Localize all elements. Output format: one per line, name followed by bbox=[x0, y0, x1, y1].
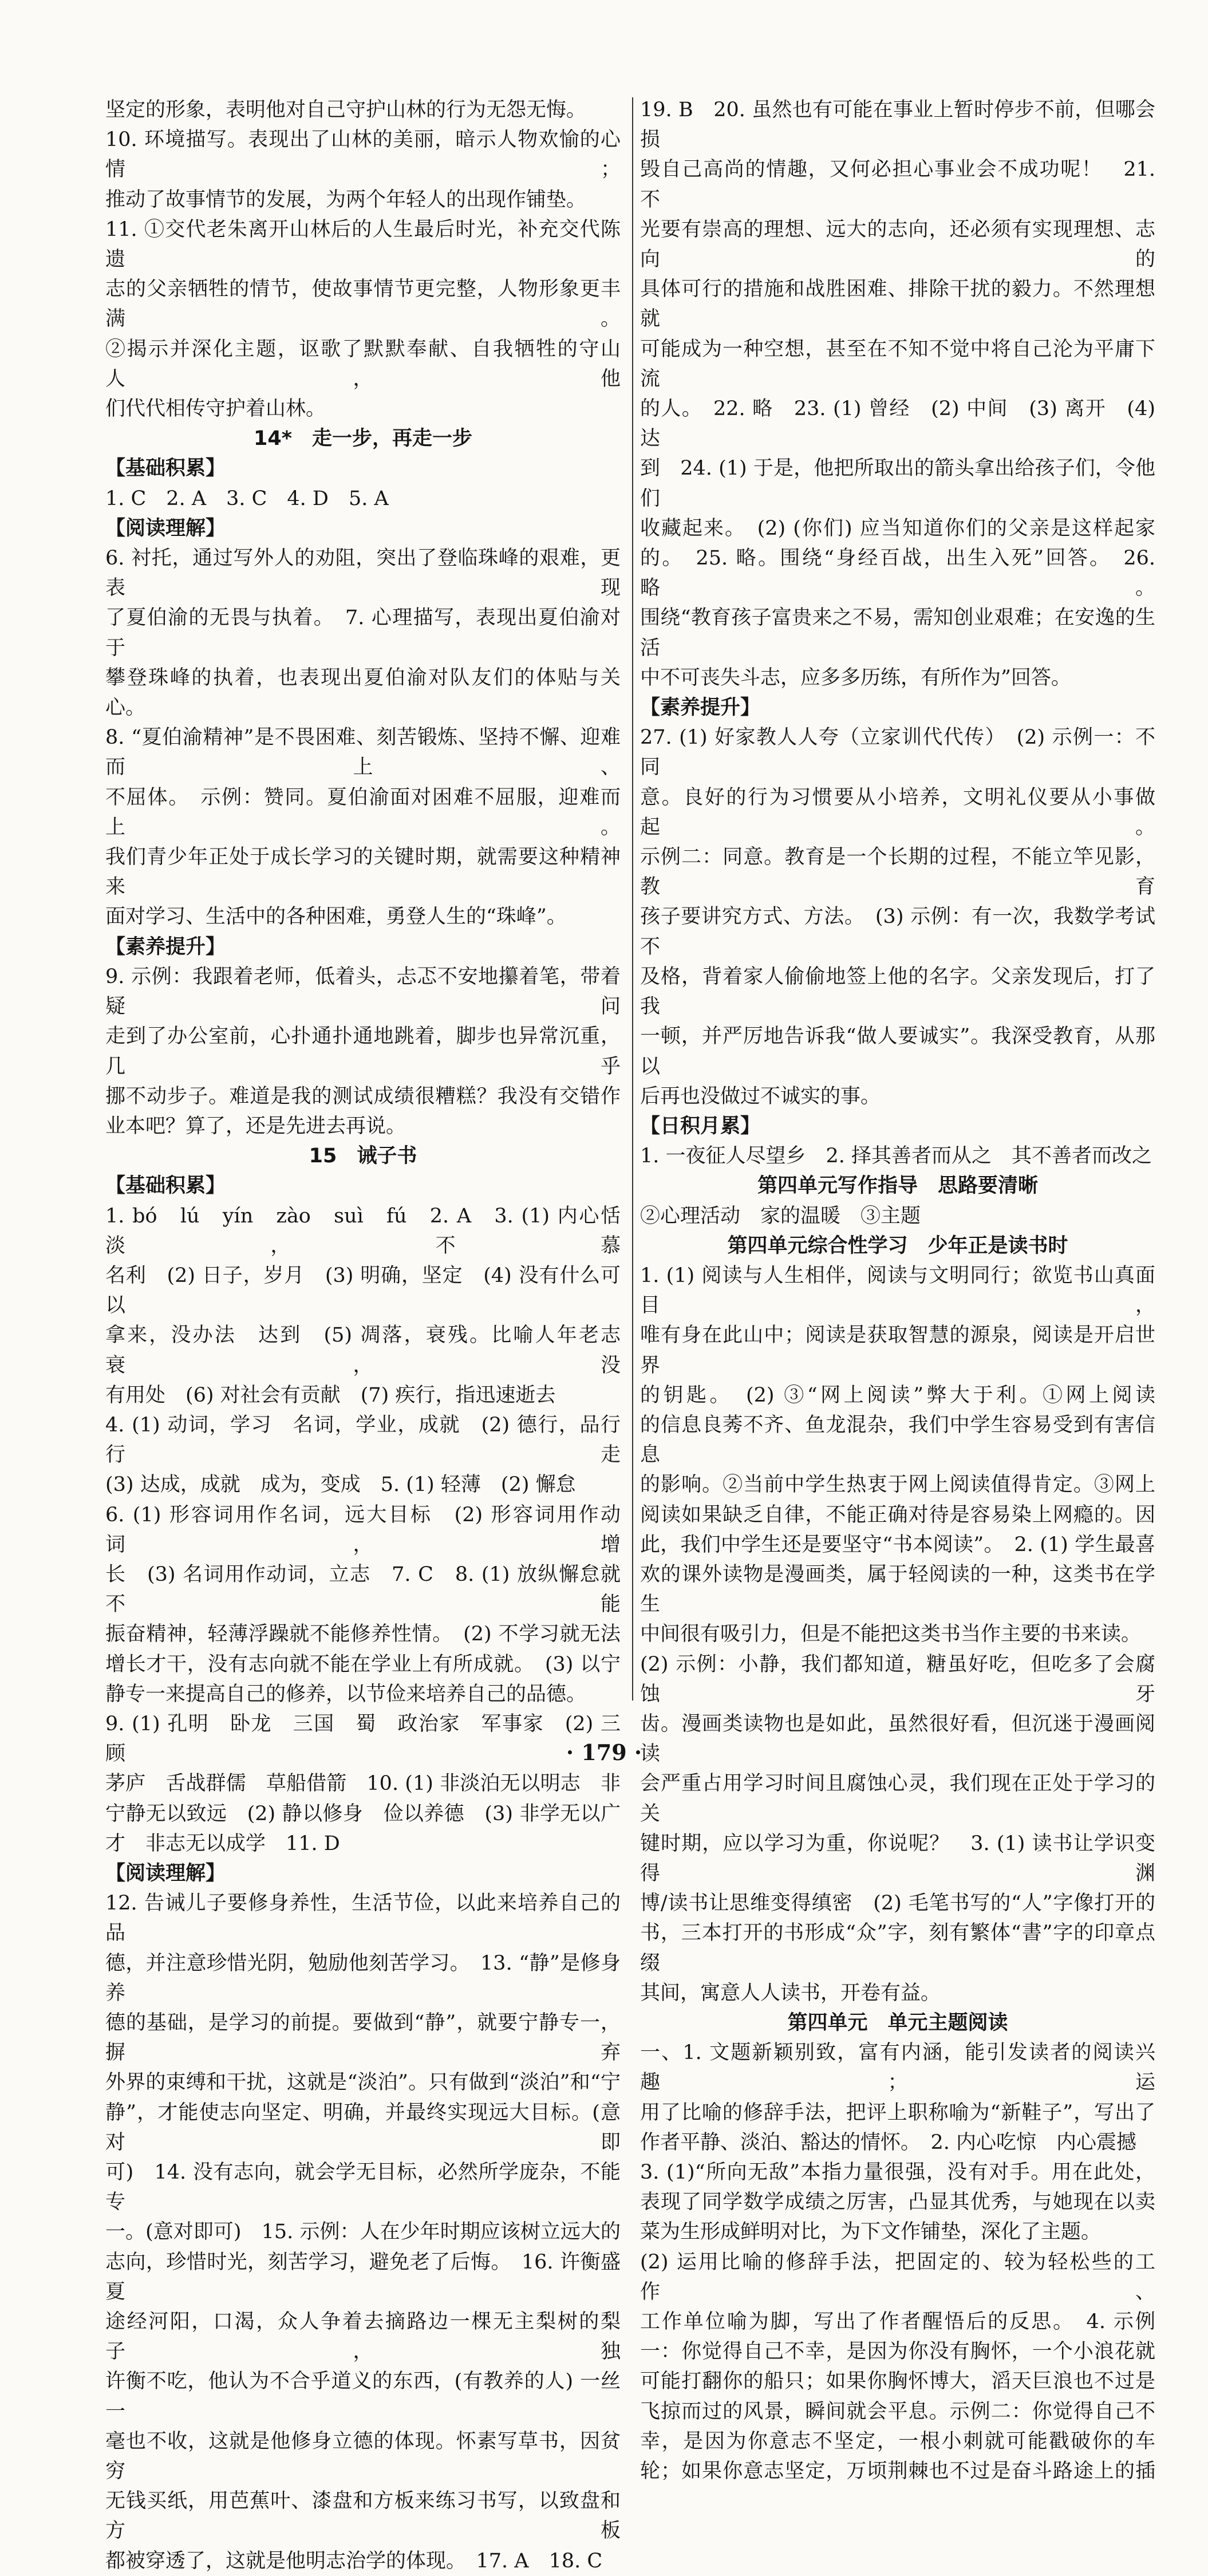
answer-line: 茅庐 舌战群儒 草船借箭 10. (1) 非淡泊无以明志 非 bbox=[105, 1772, 621, 1796]
answer-line: 9. 示例：我跟着老师，低着头，忐忑不安地攥着笔，带着疑问 bbox=[105, 965, 621, 1019]
answer-line: 轮；如果你意志坚定，万顷荆棘也不过是奋斗路途上的插 bbox=[640, 2460, 1155, 2483]
section-heading: 【素养提升】 bbox=[640, 696, 761, 720]
answer-line: 收藏起来。 (2) (你们) 应当知道你们的父亲是这样起家 bbox=[640, 516, 1155, 540]
answer-line: 示例二：同意。教育是一个长期的过程，不能立竿见影，教育 bbox=[640, 846, 1155, 899]
answer-line: 无钱买纸，用芭蕉叶、漆盘和方板来练习书写，以致盘和方板 bbox=[105, 2490, 621, 2543]
answer-line: 作者平静、淡泊、豁达的情怀。 2. 内心吃惊 内心震撼 bbox=[640, 2131, 1137, 2154]
answer-line: 志的父亲牺牲的情节，使故事情节更完整，人物形象更丰满。 bbox=[105, 278, 621, 331]
column-divider bbox=[632, 97, 633, 1701]
answer-line: 10. 环境描写。表现出了山林的美丽，暗示人物欢愉的心情； bbox=[105, 128, 621, 182]
answer-line: 才 非志无以成学 11. D bbox=[105, 1832, 340, 1855]
answer-line: 及格，背着家人偷偷地签上他的名字。父亲发现后，打了我 bbox=[640, 965, 1155, 1019]
answer-line: 博/读书让思维变得缜密 (2) 毛笔书写的“人”字像打开的 bbox=[640, 1892, 1155, 1915]
answer-line: 11. ①交代老朱离开山林后的人生最后时光，补充交代陈遗 bbox=[105, 218, 621, 271]
answer-line: 们代代相传守护着山林。 bbox=[105, 397, 326, 421]
answer-line: 静”，才能使志向坚定、明确，并最终实现远大目标。(意对即 bbox=[105, 2101, 621, 2154]
answer-line: 19. B 20. 虽然也有可能在事业上暂时停步不前，但哪会损 bbox=[640, 98, 1155, 152]
answer-line: 的影响。②当前中学生热衷于网上阅读值得肯定。③网上 bbox=[640, 1473, 1155, 1497]
answer-line: 的钥匙。 (2) ③“网上阅读”弊大于利。①网上阅读 bbox=[640, 1383, 1155, 1407]
right-column bbox=[640, 95, 1155, 2486]
answer-line: 后再也没做过不诚实的事。 bbox=[640, 1084, 881, 1108]
answer-line: 中间很有吸引力，但是不能把这类书当作主要的书来读。 bbox=[640, 1623, 1142, 1646]
answer-line: 外界的束缚和干扰，这就是“淡泊”。只有做到“淡泊”和“宁 bbox=[105, 2071, 621, 2094]
answer-line: 1. bó lú yín zào suì fú 2. A 3. (1) 内心恬淡，不慕 bbox=[105, 1204, 621, 1257]
answer-line: 我们青少年正处于成长学习的关键时期，就需要这种精神来 bbox=[105, 846, 621, 899]
answer-line: 增长才干，没有志向就不能在学业上有所成就。 (3) 以宁 bbox=[105, 1652, 621, 1676]
answer-line: (3) 达成，成就 成为，变成 5. (1) 轻薄 (2) 懈怠 bbox=[105, 1473, 576, 1497]
answer-line: 长 (3) 名词用作动词，立志 7. C 8. (1) 放纵懈怠就不能 bbox=[105, 1563, 621, 1616]
answer-line: 6. 衬托，通过写外人的劝阻，突出了登临珠峰的艰难，更表现 bbox=[105, 547, 621, 600]
section-title: 第四单元综合性学习 少年正是读书时 bbox=[727, 1234, 1068, 1257]
answer-line: 27. (1) 好家教人人夸（立家训代代传） (2) 示例一：不同 bbox=[640, 726, 1155, 779]
answer-line: 可能打翻你的船只；如果你胸怀博大，滔天巨浪也不过是 bbox=[640, 2370, 1155, 2393]
answer-line: 业本吧？算了，还是先进去再说。 bbox=[105, 1114, 406, 1138]
answer-line: 6. (1) 形容词用作名词，远大目标 (2) 形容词用作动词，增 bbox=[105, 1503, 621, 1556]
left-column bbox=[105, 95, 641, 2576]
answer-line: 具体可行的措施和战胜困难、排除干扰的毅力。不然理想就 bbox=[640, 278, 1155, 331]
answer-line: 振奋精神，轻薄浮躁就不能修养性情。 (2) 不学习就无法 bbox=[105, 1623, 621, 1646]
answer-line: 名利 (2) 日子，岁月 (3) 明确，坚定 (4) 没有什么可以 bbox=[105, 1264, 621, 1317]
answer-line: 到 24. (1) 于是，他把所取出的箭头拿出给孩子们，令他们 bbox=[640, 457, 1155, 510]
answer-line: 静专一来提高自己的修养，以节俭来培养自己的品德。 bbox=[105, 1682, 587, 1706]
section-heading: 【基础积累】 bbox=[105, 1174, 226, 1198]
answer-line: 拿来，没办法 达到 (5) 凋落，衰残。比喻人年老志衰，没 bbox=[105, 1324, 621, 1377]
answer-line: 有用处 (6) 对社会有贡献 (7) 疾行，指迅速逝去 bbox=[105, 1383, 556, 1407]
answer-line: 毁自己高尚的情趣，又何必担心事业会不成功呢！ 21. 不 bbox=[640, 158, 1155, 211]
answer-line: 可) 14. 没有志向，就会学无目标，必然所学庞杂，不能专 bbox=[105, 2161, 621, 2214]
answer-line: 书，三本打开的书形成“众”字，刻有繁体“書”字的印章点缀 bbox=[640, 1922, 1155, 1975]
answer-line: (2) 示例：小静，我们都知道，糖虽好吃，但吃多了会腐蚀牙 bbox=[640, 1652, 1155, 1706]
answer-line: 推动了故事情节的发展，为两个年轻人的出现作铺垫。 bbox=[105, 188, 587, 211]
answer-line: 围绕“教育孩子富贵来之不易，需知创业艰难；在安逸的生活 bbox=[640, 606, 1155, 660]
answer-line: 键时期，应以学习为重，你说呢？ 3. (1) 读书让学识变得渊 bbox=[640, 1832, 1155, 1885]
answer-line: 此，我们中学生还是要坚守“书本阅读”。 2. (1) 学生最喜 bbox=[640, 1533, 1155, 1556]
answer-line: 挪不动步子。难道是我的测试成绩很糟糕？我没有交错作 bbox=[105, 1084, 621, 1108]
answer-line: 3. (1)“所向无敌”本指力量很强，没有对手。用在此处， bbox=[640, 2161, 1155, 2184]
section-heading: 【基础积累】 bbox=[105, 457, 226, 480]
answer-line: 一：你觉得自己不幸，是因为你没有胸怀，一个小浪花就 bbox=[640, 2340, 1155, 2364]
answer-line: 菜为生形成鲜明对比，为下文作铺垫，深化了主题。 bbox=[640, 2220, 1102, 2244]
section-title: 第四单元写作指导 思路要清晰 bbox=[757, 1174, 1038, 1198]
answer-line: 不屈体。 示例：赞同。夏伯渝面对困难不屈服，迎难而上。 bbox=[105, 786, 621, 839]
answer-line: 8. “夏伯渝精神”是不畏困难、刻苦锻炼、坚持不懈、迎难而上、 bbox=[105, 726, 621, 779]
answer-line: 宁静无以致远 (2) 静以修身 俭以养德 (3) 非学无以广 bbox=[105, 1802, 621, 1825]
answer-line: 一、1. 文题新颖别致，富有内涵，能引发读者的阅读兴趣；运 bbox=[640, 2041, 1155, 2094]
answer-line: 表现了同学数学成绩之厉害，凸显其优秀，与她现在以卖 bbox=[640, 2191, 1155, 2214]
answer-line: 齿。漫画类读物也是如此，虽然很好看，但沉迷于漫画阅读 bbox=[640, 1712, 1155, 1766]
answer-line: 志向，珍惜时光，刻苦学习，避免老了后悔。 16. 许衡盛夏 bbox=[105, 2250, 621, 2303]
answer-line: 一顿，并严厉地告诉我“做人要诚实”。我深受教育，从那以 bbox=[640, 1025, 1155, 1078]
answer-line: 的人。 22. 略 23. (1) 曾经 (2) 中间 (3) 离开 (4) 达 bbox=[640, 397, 1155, 451]
answer-line: 9. (1) 孔明 卧龙 三国 蜀 政治家 军事家 (2) 三顾 bbox=[105, 1712, 621, 1766]
answer-line: 了夏伯渝的无畏与执着。 7. 心理描写，表现出夏伯渝对于 bbox=[105, 606, 621, 660]
answer-line: 许衡不吃，他认为不合乎道义的东西，(有教养的人) 一丝一 bbox=[105, 2370, 621, 2423]
section-title: 14* 走一步，再走一步 bbox=[253, 427, 472, 451]
answer-line: 面对学习、生活中的各种困难，勇登人生的“珠峰”。 bbox=[105, 905, 567, 929]
section-heading: 【日积月累】 bbox=[640, 1114, 761, 1138]
answer-line: 攀登珠峰的执着，也表现出夏伯渝对队友们的体贴与关心。 bbox=[105, 666, 621, 720]
answer-line: 光要有崇高的理想、远大的志向，还必须有实现理想、志向的 bbox=[640, 218, 1155, 271]
answer-line: 1. C 2. A 3. C 4. D 5. A bbox=[105, 487, 389, 510]
answer-line: 可能成为一种空想，甚至在不知不觉中将自己沦为平庸下流 bbox=[640, 337, 1155, 390]
answer-line: 的信息良莠不齐、鱼龙混杂，我们中学生容易受到有害信息 bbox=[640, 1413, 1155, 1467]
answer-line: ②揭示并深化主题，讴歌了默默奉献、自我牺牲的守山人，他 bbox=[105, 337, 621, 390]
answer-line: 1. (1) 阅读与人生相伴，阅读与文明同行；欲览书山真面目， bbox=[640, 1264, 1155, 1317]
answer-line: 欢的课外读物是漫画类，属于轻阅读的一种，这类书在学生 bbox=[640, 1563, 1155, 1616]
answer-line: 走到了办公室前，心扑通扑通地跳着，脚步也异常沉重，几乎 bbox=[105, 1025, 621, 1078]
answer-line: 工作单位喻为脚，写出了作者醒悟后的反思。 4. 示例 bbox=[640, 2310, 1155, 2334]
answer-line: 用了比喻的修辞手法，把评上职称喻为“新鞋子”，写出了 bbox=[640, 2101, 1155, 2124]
answer-line: 其间，寓意人人读书，开卷有益。 bbox=[640, 1981, 941, 2005]
answer-line: ②心理活动 家的温暖 ③主题 bbox=[640, 1204, 921, 1228]
answer-line: 坚定的形象，表明他对自己守护山林的行为无怨无悔。 bbox=[105, 98, 587, 121]
page-number: · 179 · bbox=[566, 1739, 642, 1765]
answer-line: 1. 一夜征人尽望乡 2. 择其善者而从之 其不善者而改之 bbox=[640, 1145, 1152, 1168]
answer-line: 12. 告诫儿子要修身养性，生活节俭，以此来培养自己的品 bbox=[105, 1892, 621, 1945]
answer-line: 中不可丧失斗志，应多多历练，有所作为”回答。 bbox=[640, 666, 1071, 689]
answer-line: 途经河阳，口渴，众人争着去摘路边一棵无主梨树的梨子，独 bbox=[105, 2310, 621, 2364]
section-heading: 【阅读理解】 bbox=[105, 516, 226, 540]
answer-line: 会严重占用学习时间且腐蚀心灵，我们现在正处于学习的关 bbox=[640, 1772, 1155, 1825]
answer-line: 德，并注意珍惜光阴，勉励他刻苦学习。 13. “静”是修身养 bbox=[105, 1951, 621, 2005]
answer-line: 孩子要讲究方式、方法。 (3) 示例：有一次，我数学考试不 bbox=[640, 905, 1155, 958]
answer-line: 毫也不收，这就是他修身立德的体现。怀素写草书，因贫穷 bbox=[105, 2429, 621, 2483]
answer-line: 4. (1) 动词，学习 名词，学业，成就 (2) 德行，品行 行走 bbox=[105, 1413, 641, 1467]
answer-line: 飞掠而过的风景，瞬间就会平息。示例二：你觉得自己不 bbox=[640, 2400, 1155, 2423]
answer-line: 意。良好的行为习惯要从小培养，文明礼仪要从小事做起。 bbox=[640, 786, 1155, 839]
answer-line: 都被穿透了，这就是他明志治学的体现。 17. A 18. C bbox=[105, 2549, 603, 2573]
section-heading: 【素养提升】 bbox=[105, 935, 226, 958]
answer-line: 幸，是因为你意志不坚定，一根小刺就可能戳破你的车 bbox=[640, 2429, 1155, 2453]
answer-line: 的。 25. 略。围绕“身经百战，出生入死”回答。 26. 略。 bbox=[640, 547, 1155, 600]
answer-line: 唯有身在此山中；阅读是获取智慧的源泉，阅读是开启世界 bbox=[640, 1324, 1155, 1377]
section-heading: 【阅读理解】 bbox=[105, 1861, 226, 1885]
section-title: 15 诫子书 bbox=[309, 1145, 417, 1168]
answer-line: (2) 运用比喻的修辞手法，把固定的、较为轻松些的工作、 bbox=[640, 2250, 1155, 2303]
answer-line: 阅读如果缺乏自律，不能正确对待是容易染上网瘾的。因 bbox=[640, 1503, 1155, 1526]
answer-line: 一。(意对即可) 15. 示例：人在少年时期应该树立远大的 bbox=[105, 2220, 621, 2244]
section-title: 第四单元 单元主题阅读 bbox=[787, 2011, 1008, 2034]
answer-line: 德的基础，是学习的前提。要做到“静”，就要宁静专一，摒弃 bbox=[105, 2011, 621, 2065]
